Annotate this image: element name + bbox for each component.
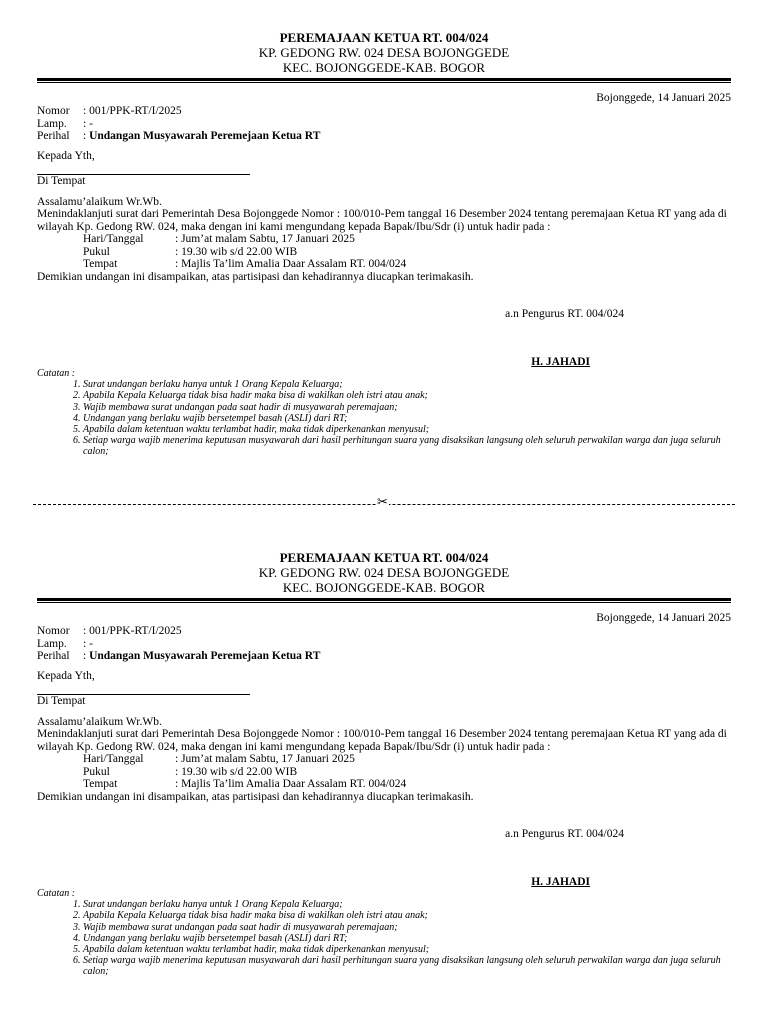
address-line-1: KP. GEDONG RW. 024 DESA BOJONGGEDE — [258, 45, 510, 60]
note-item: 1. Surat undangan berlaku hanya untuk 1 Orang Kepala Keluarga; — [83, 379, 731, 390]
recipient-to: Kepada Yth, — [37, 149, 95, 162]
nomor-label: Nomor — [37, 625, 70, 637]
detail-label: Pukul — [83, 765, 110, 778]
signatory-name: H. JAHADI — [531, 876, 590, 888]
note-item: 4. Undangan yang berlaku wajib bersetempel basah (ASLI) dari RT; — [83, 413, 731, 424]
note-item: 6. Setiap warga wajib menerima keputusan musyawarah dari hasil perhitungan suara yang disaksikan langsung oleh seluruh perwakilan warga dan juga seluruh calon; — [83, 435, 731, 457]
recipient-place: Di Tempat — [37, 695, 86, 707]
address-line-1: KP. GEDONG RW. 024 DESA BOJONGGEDE — [258, 565, 510, 580]
perihal-label: Perihal — [37, 130, 70, 142]
letter-date: Bojonggede, 14 Januari 2025 — [596, 92, 731, 104]
header-rule — [37, 598, 731, 603]
letter-meta — [37, 105, 731, 143]
lamp-label: Lamp. — [37, 637, 67, 650]
on-behalf-text: a.n Pengurus RT. 004/024 — [505, 308, 624, 320]
note-item: 2. Apabila Kepala Keluarga tidak bisa hadir maka bisa di wakilkan oleh istri atau anak; — [83, 910, 731, 921]
event-details — [37, 753, 731, 791]
perihal-label: Perihal — [37, 650, 70, 662]
event-details — [37, 233, 731, 271]
scissors-icon: ✂ — [377, 494, 388, 509]
detail-value: : Jum’at malam Sabtu, 17 Januari 2025 — [175, 753, 355, 765]
recipient-to: Kepada Yth, — [37, 669, 95, 682]
closing-paragraph: Demikian undangan ini disampaikan, atas partisipasi dan kehadirannya diucapkan terimakasih. — [37, 790, 474, 803]
letter-meta — [37, 625, 731, 663]
detail-label: Hari/Tanggal — [83, 753, 144, 765]
notes-title: Catatan : — [37, 368, 76, 379]
nomor-label: Nomor — [37, 105, 70, 117]
notes-list — [37, 379, 731, 457]
lamp-label: Lamp. — [37, 117, 67, 130]
recipient-blank-line — [37, 682, 250, 695]
address-line-2: KEC. BOJONGGEDE-KAB. BOGOR — [282, 580, 486, 595]
letter-title: PEREMAJAAN KETUA RT. 004/024 — [279, 550, 489, 565]
lamp-value: : - — [83, 117, 93, 130]
letter-date: Bojonggede, 14 Januari 2025 — [596, 612, 731, 624]
note-item: 2. Apabila Kepala Keluarga tidak bisa hadir maka bisa di wakilkan oleh istri atau anak; — [83, 390, 731, 401]
body-paragraph: Menindaklanjuti surat dari Pemerintah Desa Bojonggede Nomor : 100/010-Pem tanggal 16 Desember 2024 tentang peremajaan Ketua RT yang ada di wilayah Kp. Gedong RW. 024, maka dengan ini kami mengundang kepada Bapak/Ibu/Sdr (i) untuk hadir pada : — [37, 728, 727, 753]
detail-value: : 19.30 wib s/d 22.00 WIB — [175, 245, 298, 258]
detail-value: : Jum’at malam Sabtu, 17 Januari 2025 — [175, 233, 355, 245]
address-line-2: KEC. BOJONGGEDE-KAB. BOGOR — [282, 60, 486, 75]
invitation-top — [37, 30, 731, 458]
notes — [37, 888, 731, 978]
detail-value: : Majlis Ta’lim Amalia Daar Assalam RT. 004/024 — [175, 778, 407, 790]
recipient-place: Di Tempat — [37, 175, 86, 187]
note-item: 3. Wajib membawa surat undangan pada saat hadir di musyawarah peremajaan; — [83, 402, 731, 413]
perihal-colon: : — [83, 130, 87, 142]
detail-label: Tempat — [83, 258, 118, 270]
greeting: Assalamu’alaikum Wr.Wb. — [37, 715, 162, 728]
header-rule — [37, 78, 731, 83]
greeting: Assalamu’alaikum Wr.Wb. — [37, 195, 162, 208]
detail-label: Tempat — [83, 778, 118, 790]
detail-value: : Majlis Ta’lim Amalia Daar Assalam RT. 004/024 — [175, 258, 407, 270]
notes — [37, 368, 731, 458]
closing-paragraph: Demikian undangan ini disampaikan, atas partisipasi dan kehadirannya diucapkan terimakasih. — [37, 270, 474, 283]
notes-list — [37, 899, 731, 977]
perihal-value: Undangan Musyawarah Peremejaan Ketua RT — [89, 130, 321, 142]
notes-title: Catatan : — [37, 888, 76, 899]
nomor-value: : 001/PPK-RT/I/2025 — [83, 105, 182, 117]
note-item: 5. Apabila dalam ketentuan waktu terlambat hadir, maka tidak diperkenankan menyusul; — [83, 424, 731, 435]
on-behalf-text: a.n Pengurus RT. 004/024 — [505, 828, 624, 840]
invitation-bottom — [37, 550, 731, 978]
letter-title: PEREMAJAAN KETUA RT. 004/024 — [279, 30, 489, 45]
note-item: 6. Setiap warga wajib menerima keputusan musyawarah dari hasil perhitungan suara yang disaksikan langsung oleh seluruh perwakilan warga dan juga seluruh calon; — [83, 955, 731, 977]
detail-value: : 19.30 wib s/d 22.00 WIB — [175, 765, 298, 778]
nomor-value: : 001/PPK-RT/I/2025 — [83, 625, 182, 637]
perihal-colon: : — [83, 650, 87, 662]
note-item: 4. Undangan yang berlaku wajib bersetempel basah (ASLI) dari RT; — [83, 933, 731, 944]
note-item: 1. Surat undangan berlaku hanya untuk 1 Orang Kepala Keluarga; — [83, 899, 731, 910]
note-item: 5. Apabila dalam ketentuan waktu terlambat hadir, maka tidak diperkenankan menyusul; — [83, 944, 731, 955]
lamp-value: : - — [83, 637, 93, 650]
perihal-value: Undangan Musyawarah Peremejaan Ketua RT — [89, 650, 321, 662]
body-paragraph: Menindaklanjuti surat dari Pemerintah Desa Bojonggede Nomor : 100/010-Pem tanggal 16 Desember 2024 tentang peremajaan Ketua RT yang ada di wilayah Kp. Gedong RW. 024, maka dengan ini kami mengundang kepada Bapak/Ibu/Sdr (i) untuk hadir pada : — [37, 208, 727, 233]
recipient-blank-line — [37, 162, 250, 175]
note-item: 3. Wajib membawa surat undangan pada saat hadir di musyawarah peremajaan; — [83, 922, 731, 933]
detail-label: Hari/Tanggal — [83, 233, 144, 245]
signatory-name: H. JAHADI — [531, 356, 590, 368]
detail-label: Pukul — [83, 245, 110, 258]
